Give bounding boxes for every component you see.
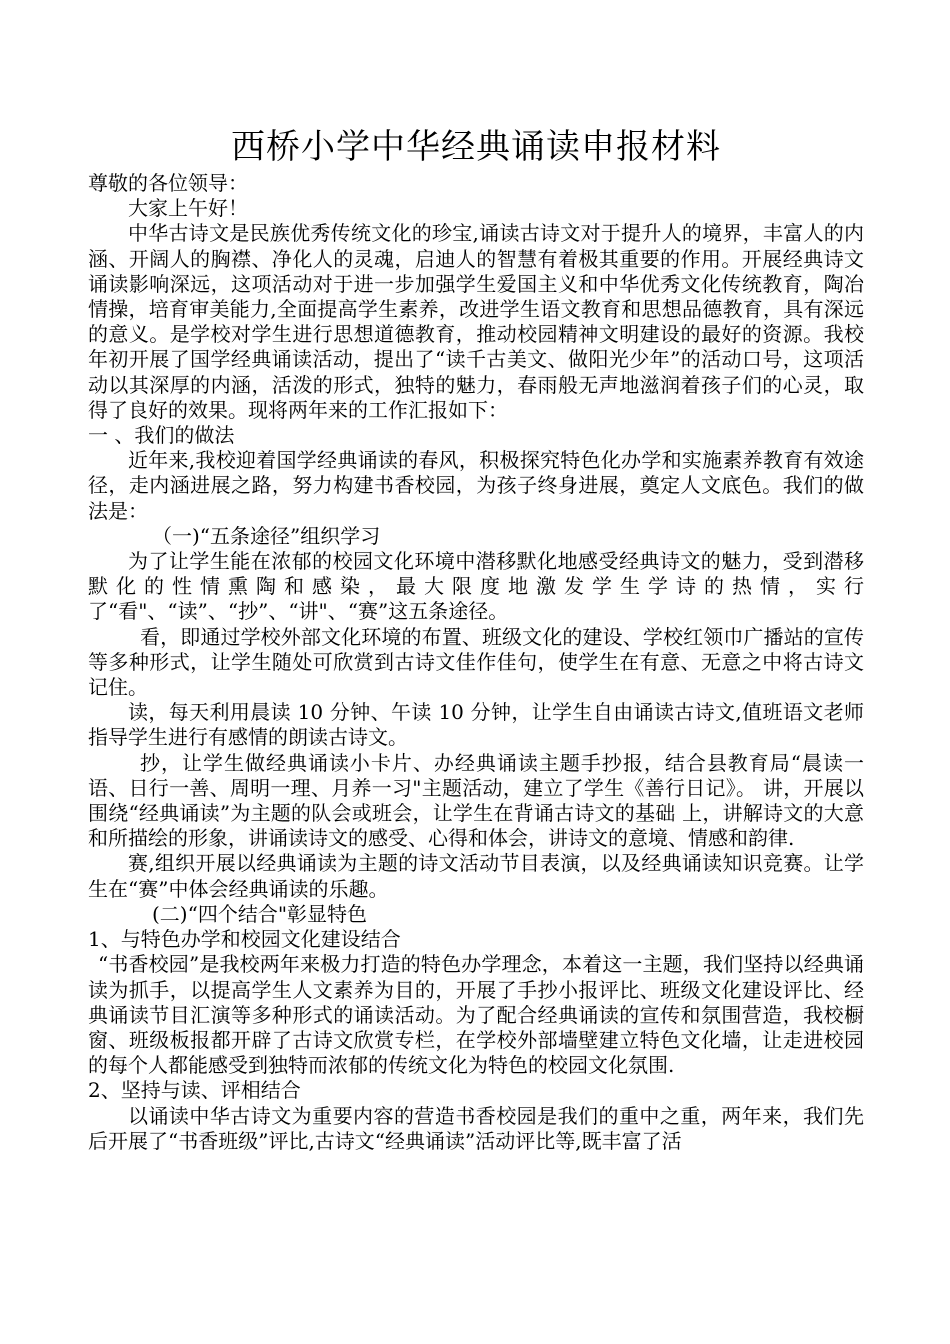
section-heading-methods: 一 、我们的做法 (88, 423, 235, 448)
contest-paragraph: 赛,组织开展以经典诵读为主题的诗文活动节目表演，以及经典诵读知识竞赛。让学生在“赛”中体会经典诵读的乐趣。 (88, 851, 864, 901)
item-heading-1: 1、与特色办学和校园文化建设结合 (88, 927, 401, 952)
intro-paragraph: 中华古诗文是民族优秀传统文化的珍宝,诵读古诗文对于提升人的境界，丰富人的内涵、开阔人的胸襟、净化人的灵魂，启迪人的智慧有着极其重要的作用。开展经典诗文诵读影响深远，这项活动对于进一步加强学生爱国主义和中华优秀文化传统教育，陶冶情操，培育审美能力,全面提高学生素养，改进学生语文教育和思想品德教育，具有深远的意义。是学校对学生进行思想道德教育，推动校园精神文明建设的最好的资源。我校年初开展了国学经典诵读活动，提出了“读千古美文、做阳光少年”的活动口号，这项活动以其深厚的内涵，活泼的形式，独特的魅力，春雨般无声地滋润着孩子们的心灵，取得了良好的效果。现将两年来的工作汇报如下： (88, 221, 864, 422)
item-heading-2: 2、坚持与读、评相结合 (88, 1078, 301, 1103)
methods-paragraph: 近年来,我校迎着国学经典诵读的春风，积极探究特色化办学和实施素养教育有效途径，走内涵进展之路，努力构建书香校园，为孩子终身进展，奠定人文底色。我们的做法是： (88, 448, 864, 523)
greeting: 尊敬的各位领导： (88, 171, 248, 195)
combination-1-paragraph: “书香校园”是我校两年来极力打造的特色办学理念，本着这一主题，我们坚持以经典诵读为抓手，以提高学生人文素养为目的，开展了手抄小报评比、班级文化建设评比、经典诵读节目汇演等多种形式的诵读活动。为了配合经典诵读的宣传和氛围营造，我校橱窗、班级板报都开辟了古诗文欣赏专栏，在学校外部墙壁建立特色文化墙，让走进校园的每个人都能感受到独特而浓郁的传统文化为特色的校园文化氛围. (88, 952, 864, 1078)
document-page (88, 125, 864, 1154)
salutation: 大家上午好！ (128, 196, 248, 221)
read-paragraph: 读，每天利用晨读 10 分钟、午读 10 分钟，让学生自由诵读古诗文,值班语文老师指导学生进行有感情的朗读古诗文。 (88, 700, 864, 750)
copy-speak-paragraph: 抄，让学生做经典诵读小卡片、办经典诵读主题手抄报，结合县教育局“晨读一语、日行一善、周明一理、月养一习"主题活动，建立了学生《善行日记》。 讲，开展以围绕“经典诵读”为主题的队会或班会，让学生在背诵古诗文的基础 上，讲解诗文的大意和所描绘的形象，讲诵读诗文的感受、心得和体会，讲诗文的意境、情感和韵律. (88, 750, 864, 851)
combination-2-paragraph: 以诵读中华古诗文为重要内容的营造书香校园是我们的重中之重，两年来，我们先后开展了“书香班级”评比,古诗文“经典诵读”活动评比等,既丰富了活 (88, 1103, 864, 1153)
subsection-heading-four-combinations: (二)“四个结合"彰显特色 (152, 901, 368, 926)
look-paragraph: 看，即通过学校外部文化环境的布置、班级文化的建设、学校红领巾广播站的宣传等多种形式，让学生随处可欣赏到古诗文佳作佳句，使学生在有意、无意之中将古诗文记住。 (88, 624, 864, 700)
five-ways-paragraph: 为了让学生能在浓郁的校园文化环境中潜移默化地感受经典诗文的魅力，受到潜移默化的性情熏陶和感染，最大限度地激发学生学诗的热情，实行了“看"、“读”、“抄”、“讲"、“赛”这五条途径。 (88, 549, 864, 624)
document-title: 西桥小学中华经典诵读申报材料 (231, 127, 721, 167)
subsection-heading-five-ways: （一)“五条途径”组织学习 (152, 523, 381, 548)
